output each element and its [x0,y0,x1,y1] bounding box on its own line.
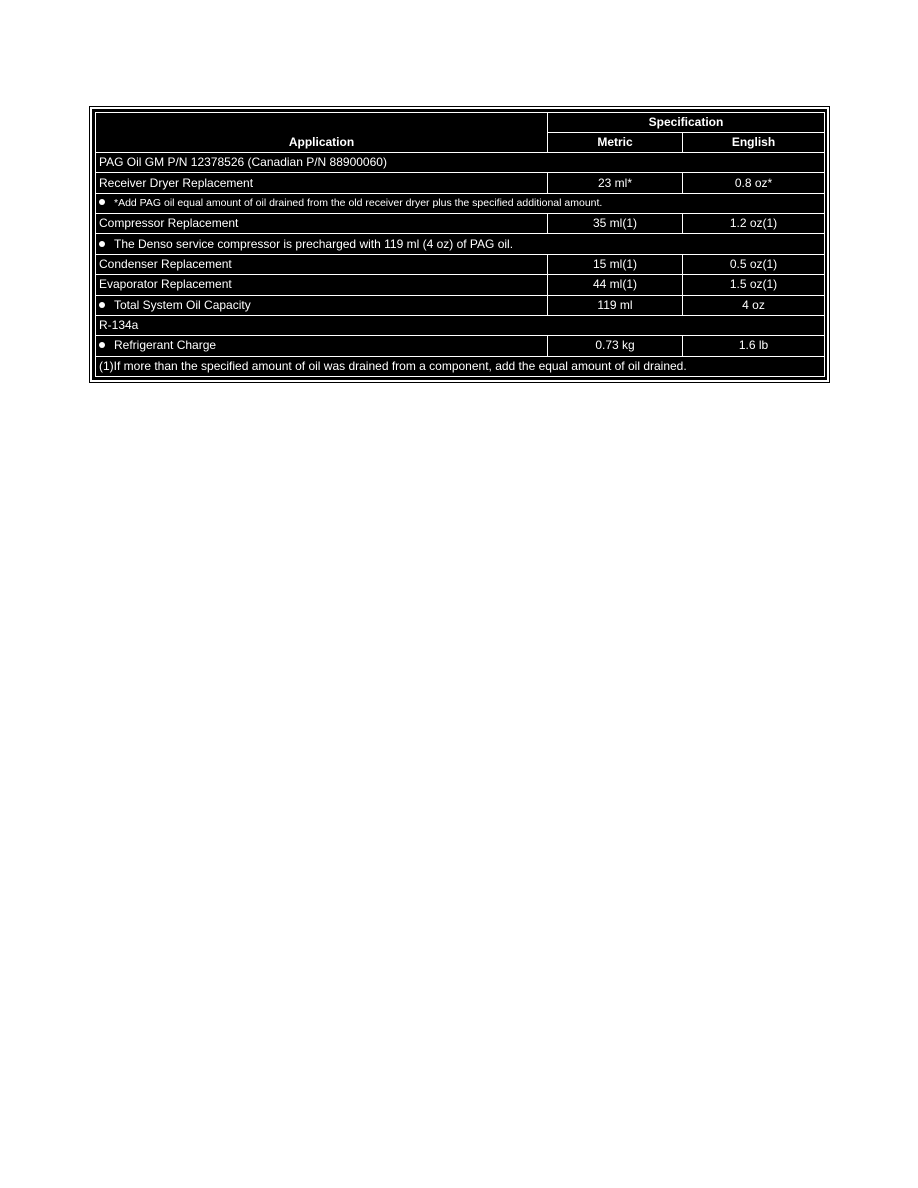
header-row-top [96,113,825,133]
row-label-cell [96,336,548,356]
application-header: Application [96,113,548,153]
english-value: 1.6 lb [683,336,825,356]
table-row-condenser [96,254,825,274]
footnote-row [96,356,825,376]
note-text: The Denso service compressor is precharged with 119 ml (4 oz) of PAG oil. [114,236,514,251]
section-label: PAG Oil GM P/N 12378526 (Canadian P/N 88900060) [96,153,825,173]
specification-header: Specification [548,113,825,133]
metric-value: 23 ml* [548,173,683,193]
english-value: 0.8 oz* [683,173,825,193]
note-row-receiver-dryer [96,193,825,213]
section-row-pag-oil [96,153,825,173]
row-label: Compressor Replacement [96,214,548,234]
row-label: Evaporator Replacement [96,275,548,295]
table-row-evaporator [96,275,825,295]
bullet-icon [99,199,105,205]
metric-value: 35 ml(1) [548,214,683,234]
row-label: Total System Oil Capacity [114,297,251,312]
table-row-refrigerant-charge [96,336,825,356]
metric-header: Metric [548,133,683,153]
table-row-receiver-dryer [96,173,825,193]
specification-table-frame [90,107,829,382]
english-header: English [683,133,825,153]
english-value: 4 oz [683,295,825,315]
bullet-icon [99,342,105,348]
section-label: R-134a [96,315,825,335]
english-value: 0.5 oz(1) [683,254,825,274]
row-label-cell [96,295,548,315]
row-label: Receiver Dryer Replacement [96,173,548,193]
row-label: Refrigerant Charge [114,338,217,353]
specification-table [95,112,825,377]
note-row-compressor [96,234,825,254]
metric-value: 44 ml(1) [548,275,683,295]
metric-value: 15 ml(1) [548,254,683,274]
english-value: 1.5 oz(1) [683,275,825,295]
note-text: *Add PAG oil equal amount of oil drained from the old receiver dryer plus the specified additional amount. [114,196,603,209]
metric-value: 119 ml [548,295,683,315]
footnote-text: (1)If more than the specified amount of oil was drained from a component, add the equal amount of oil drained. [96,356,825,376]
table-row-compressor [96,214,825,234]
section-row-r134a [96,315,825,335]
metric-value: 0.73 kg [548,336,683,356]
english-value: 1.2 oz(1) [683,214,825,234]
bullet-icon [99,302,105,308]
row-label: Condenser Replacement [96,254,548,274]
bullet-icon [99,241,105,247]
note-cell [96,234,825,254]
note-cell [96,193,825,213]
table-row-total-oil-capacity [96,295,825,315]
